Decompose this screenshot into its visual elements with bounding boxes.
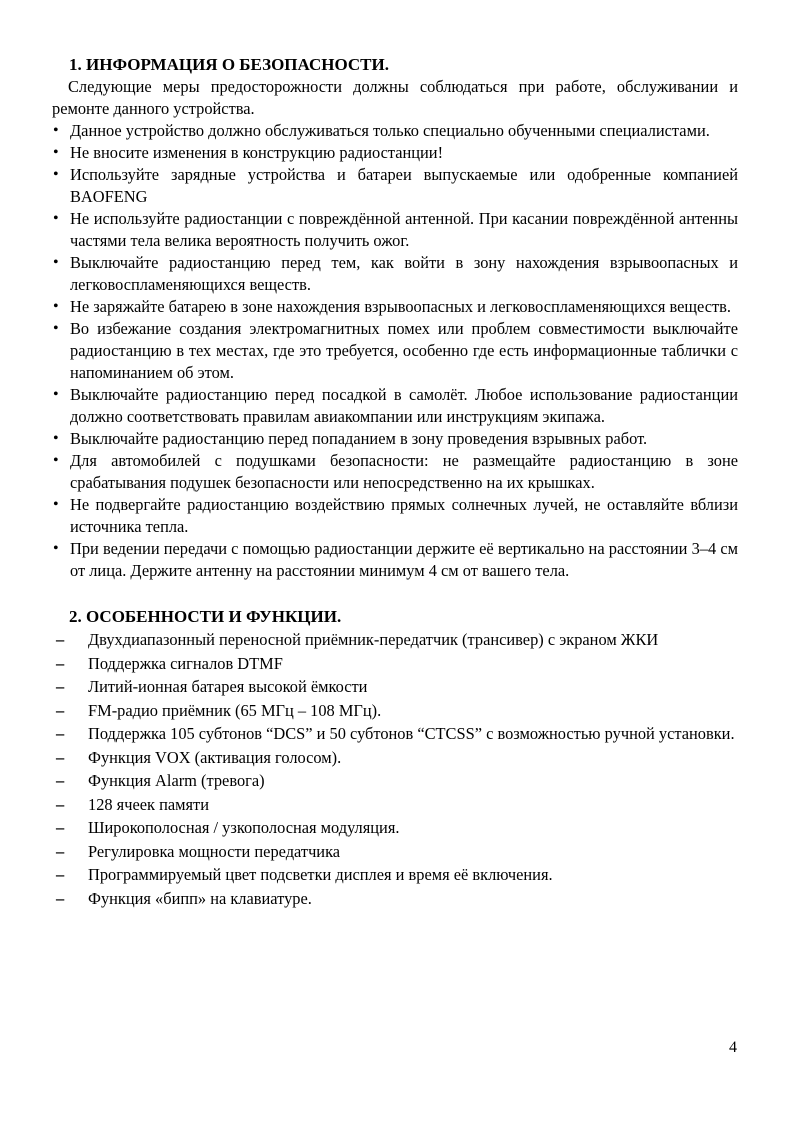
list-item: – 128 ячеек памяти — [52, 793, 738, 817]
list-item: – Двухдиапазонный переносной приёмник-передатчик (трансивер) с экраном ЖКИ — [52, 628, 738, 652]
list-item: – Функция Alarm (тревога) — [52, 769, 738, 793]
list-item: • Выключайте радиостанцию перед посадкой в самолёт. Любое использование радиостанции должно соответствовать правилам авиакомпании или инструкциям экипажа. — [53, 385, 738, 426]
dash-icon: – — [56, 747, 65, 767]
list-item: – Широкополосная / узкополосная модуляция. — [52, 816, 738, 840]
list-item: • Не вносите изменения в конструкцию радиостанции! — [53, 143, 444, 162]
dash-icon: – — [56, 724, 65, 743]
bullet-icon: • — [53, 298, 59, 315]
bullet-icon: • — [53, 430, 59, 447]
list-item: • Выключайте радиостанцию перед тем, как войти в зону нахождения взрывоопасных и легковоспламеняющихся веществ. — [53, 253, 738, 294]
dash-icon: – — [56, 865, 65, 884]
list-item: • При ведении передачи с помощью радиостанции держите её вертикально на расстоянии 3–4 см от лица. Держите антенну на расстоянии минимум 4 см от вашего тела. — [53, 539, 738, 580]
dash-icon: – — [56, 630, 65, 649]
list-item: – Программируемый цвет подсветки дисплея и время её включения. — [52, 863, 738, 887]
list-item: • Не подвергайте радиостанцию воздействию прямых солнечных лучей, не оставляйте вблизи источника тепла. — [53, 495, 738, 536]
dash-icon: – — [56, 818, 65, 837]
list-item: • Не используйте радиостанции с повреждённой антенной. При касании повреждённой антенны частями тела велика вероятность получить ожог. — [53, 209, 738, 250]
dash-icon: – — [56, 677, 65, 696]
safety-intro: Следующие меры предосторожности должны соблюдаться при работе, обслуживании и ремонте данного устройства. — [52, 77, 738, 118]
list-item: – Поддержка сигналов DTMF — [52, 652, 738, 676]
list-item: – Функция «бипп» на клавиатуре. — [52, 887, 738, 911]
features-list — [52, 628, 738, 910]
bullet-icon: • — [53, 254, 59, 271]
list-item: • Во избежание создания электромагнитных помех или проблем совместимости выключайте радиостанцию в тех местах, где это требуется, особенно где есть информационные таблички с напоминанием об этом. — [53, 319, 738, 382]
bullet-icon: • — [53, 540, 59, 557]
dash-icon: – — [56, 653, 65, 673]
dash-icon: – — [56, 794, 65, 814]
bullet-icon: • — [53, 496, 59, 513]
bullet-icon: • — [53, 166, 59, 183]
bullet-icon: • — [53, 386, 59, 403]
safety-heading: 1. ИНФОРМАЦИЯ О БЕЗОПАСНОСТИ. — [69, 55, 389, 74]
list-item: – Регулировка мощности передатчика — [52, 840, 738, 864]
features-heading: 2. ОСОБЕННОСТИ И ФУНКЦИИ. — [69, 607, 342, 626]
bullet-icon: • — [53, 122, 59, 139]
list-item: • Используйте зарядные устройства и батареи выпускаемые или одобренные компанией BAOFENG — [53, 165, 738, 206]
section-gap — [52, 582, 738, 606]
list-item: – Литий-ионная батарея высокой ёмкости — [52, 675, 738, 699]
safety-list — [52, 120, 738, 582]
list-item: • Данное устройство должно обслуживаться только специально обученными специалистами. — [53, 121, 710, 140]
bullet-icon: • — [53, 144, 59, 161]
dash-icon: – — [56, 888, 65, 908]
list-item: • Выключайте радиостанцию перед попаданием в зону проведения взрывных работ. — [53, 429, 648, 448]
dash-icon: – — [56, 841, 65, 861]
list-item: – Функция VOX (активация голосом). — [52, 746, 738, 770]
list-item: • Не заряжайте батарею в зоне нахождения взрывоопасных и легковоспламеняющихся веществ. — [53, 297, 731, 316]
list-item: • Для автомобилей с подушками безопасности: не размещайте радиостанцию в зоне срабатывания подушек безопасности или непосредственно на их крышках. — [53, 451, 738, 492]
dash-icon: – — [56, 771, 65, 790]
list-item: – FM-радио приёмник (65 МГц – 108 МГц). — [52, 699, 738, 723]
list-item: – Поддержка 105 субтонов “DCS” и 50 субтонов “CTCSS” с возможностью ручной установки. — [52, 722, 738, 746]
bullet-icon: • — [53, 320, 59, 337]
page-number: 4 — [729, 1039, 737, 1056]
dash-icon: – — [56, 700, 65, 720]
bullet-icon: • — [53, 452, 59, 469]
page-content — [52, 54, 738, 910]
bullet-icon: • — [53, 210, 59, 227]
